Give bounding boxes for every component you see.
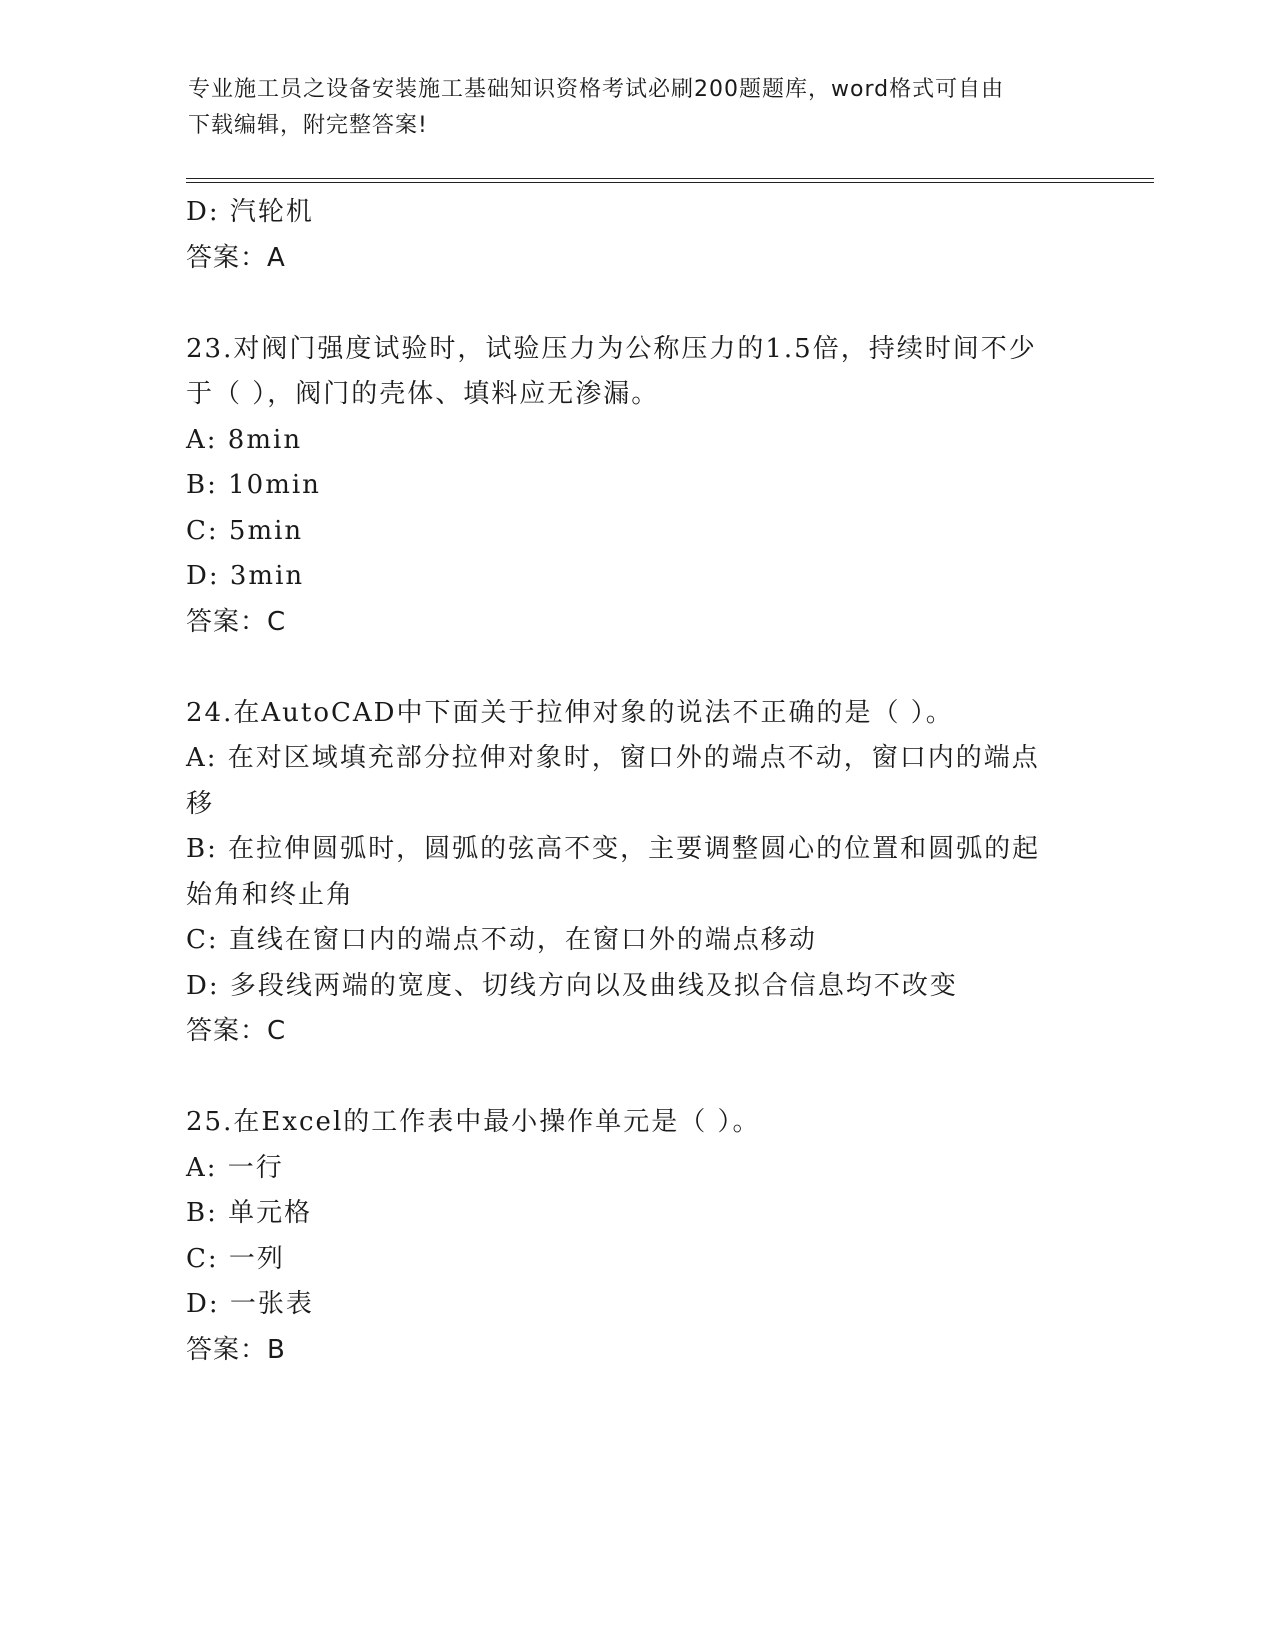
q24-option-c: C: 直线在窗口内的端点不动，在窗口外的端点移动 <box>186 925 817 955</box>
question-23 <box>186 327 1086 646</box>
q24-option-b-line-1: B: 在拉伸圆弧时，圆弧的弦高不变，主要调整圆心的位置和圆弧的起 <box>186 834 1041 864</box>
q25-option-a: A: 一行 <box>186 1152 284 1183</box>
header-title-line-2: 下载编辑，附完整答案! <box>188 113 428 138</box>
q23-option-d: D: 3min <box>186 561 305 591</box>
spacer <box>186 281 1086 327</box>
question-25 <box>186 1100 1086 1373</box>
q23-option-c: C: 5min <box>186 515 304 546</box>
q24-option-a-line-2: 移 <box>186 788 215 819</box>
q25-option-c: C: 一列 <box>186 1243 285 1274</box>
q23-answer: 答案：C <box>186 606 287 637</box>
q25-stem: 25.在Excel的工作表中最小操作单元是（ ）。 <box>186 1107 761 1137</box>
question-22-tail <box>186 190 1086 281</box>
spacer <box>186 1055 1086 1101</box>
q24-option-a-line-1: A: 在对区域填充部分拉伸对象时，窗口外的端点不动，窗口内的端点 <box>186 743 1040 773</box>
q24-stem: 24.在AutoCAD中下面关于拉伸对象的说法不正确的是（ ）。 <box>186 697 954 728</box>
q23-option-b: B: 10min <box>186 470 321 500</box>
q24-option-d: D: 多段线两端的宽度、切线方向以及曲线及拟合信息均不改变 <box>186 970 958 1001</box>
q25-option-d: D: 一张表 <box>186 1289 314 1319</box>
q25-answer: 答案：B <box>186 1334 286 1365</box>
q23-stem-line-2: 于（ ），阀门的壳体、填料应无渗漏。 <box>186 379 660 409</box>
q22-answer: 答案：A <box>186 242 286 273</box>
document-body <box>186 190 1086 1373</box>
header-title-line-1: 专业施工员之设备安装施工基础知识资格考试必刷200题题库，word格式可自由 <box>188 77 1005 102</box>
header-divider <box>186 178 1154 183</box>
q22-option-d: D: 汽轮机 <box>186 197 314 227</box>
page-header <box>188 72 1088 144</box>
q23-stem-line-1: 23.对阀门强度试验时，试验压力为公称压力的1.5倍，持续时间不少 <box>186 333 1037 364</box>
question-24 <box>186 691 1086 1055</box>
spacer <box>186 645 1086 691</box>
q24-option-b-line-2: 始角和终止角 <box>186 879 355 910</box>
q25-option-b: B: 单元格 <box>186 1198 313 1228</box>
q23-option-a: A: 8min <box>186 424 303 455</box>
q24-answer: 答案：C <box>186 1016 287 1046</box>
